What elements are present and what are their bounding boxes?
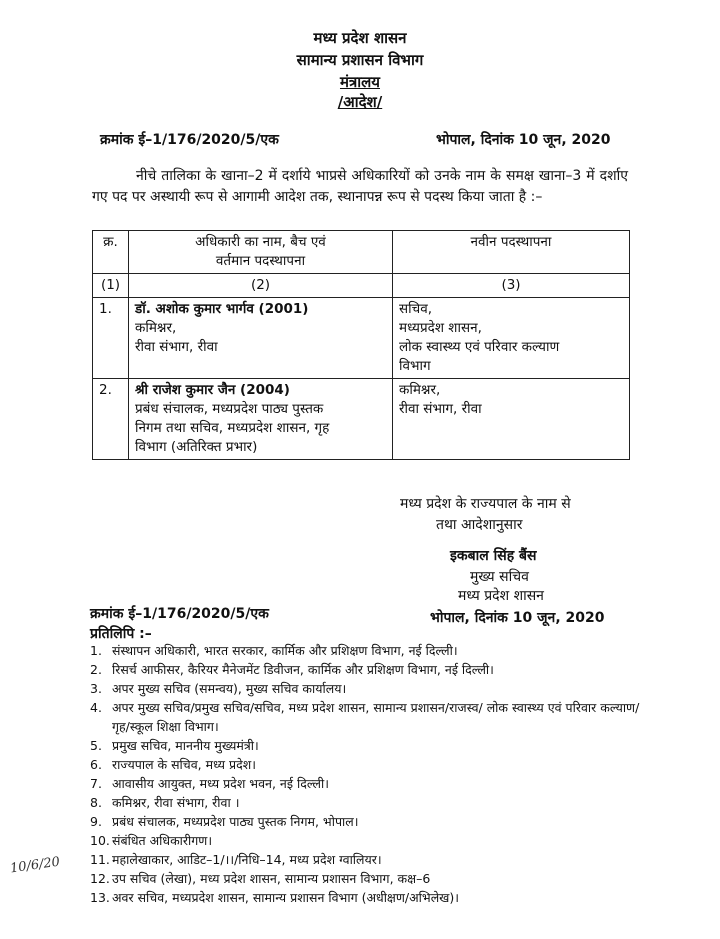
order-place-date: भोपाल, दिनांक 10 जून, 2020 xyxy=(436,132,611,148)
officer-name: श्री राजेश कुमार जैन (2004) xyxy=(135,382,290,398)
copy-place-date: भोपाल, दिनांक 10 जून, 2020 xyxy=(430,610,605,626)
list-item: 13. अवर सचिव, मध्यप्रदेश शासन, सामान्य प्रशासन विभाग (अधीक्षण/अभिलेख)। xyxy=(90,890,460,905)
list-item: 3. अपर मुख्य सचिव (समन्वय), मुख्य सचिव कार्यालय। xyxy=(90,681,347,696)
authority-line-2: तथा आदेशानुसार xyxy=(436,517,523,533)
header-order: /आदेश/ xyxy=(337,93,383,111)
header-office: मंत्रालय xyxy=(339,73,380,91)
table-colnum-row: (1) (2) (3) xyxy=(93,274,630,298)
body-paragraph: नीचे तालिका के खाना–2 में दर्शाये भाप्रसे अधिकारियों को उनके नाम के समक्ष खाना–3 में दर्शाए गए पद पर अस्थायी रूप से आगामी आदेश तक, स्थानापन्न रूप से पदस्थ किया जाता है :– xyxy=(92,168,628,205)
header-new-posting: नवीन पदस्थापना xyxy=(393,231,630,274)
signatory-name: इकबाल सिंह बैंस xyxy=(450,548,537,564)
header-sno: क्र. xyxy=(93,231,129,274)
copy-label: प्रतिलिपि :– xyxy=(90,626,152,642)
copy-order-number: क्रमांक ई–1/176/2020/5/एक xyxy=(90,606,269,622)
list-item: 1. संस्थापन अधिकारी, भारत सरकार, कार्मिक और प्रशिक्षण विभाग, नई दिल्ली। xyxy=(90,643,458,658)
list-item: 7. आवासीय आयुक्त, मध्य प्रदेश भवन, नई दिल्ली। xyxy=(90,776,329,791)
list-item: 12. उप सचिव (लेखा), मध्य प्रदेश शासन, सामान्य प्रशासन विभाग, कक्ष–6 xyxy=(90,871,431,886)
list-item: 4. अपर मुख्य सचिव/प्रमुख सचिव/सचिव, मध्य प्रदेश शासन, सामान्य प्रशासन/राजस्व/ लोक स्वास्थ्य एवं परिवार कल्याण/गृह/स्कूल शिक्षा विभाग। xyxy=(90,700,640,734)
list-item: 2. रिसर्च आफीसर, कैरियर मैनेजमेंट डिवीजन, कार्मिक और प्रशिक्षण विभाग, नई दिल्ली। xyxy=(90,662,494,677)
order-number: क्रमांक ई–1/176/2020/5/एक xyxy=(100,132,279,148)
header-department: सामान्य प्रशासन विभाग xyxy=(296,51,424,69)
list-item: 8. कमिश्नर, रीवा संभाग, रीवा । xyxy=(90,795,240,810)
list-item: 10. संबंधित अधिकारीगण। xyxy=(90,833,213,848)
copy-list xyxy=(90,641,650,907)
header-govt: मध्य प्रदेश शासन xyxy=(313,29,407,47)
table-header-row xyxy=(93,231,630,274)
list-item: 9. प्रबंध संचालक, मध्यप्रदेश पाठ्य पुस्तक निगम, भोपाल। xyxy=(90,814,359,829)
list-item: 11. महालेखाकार, आडिट–1/।।/निधि–14, मध्य प्रदेश ग्वालियर। xyxy=(90,852,382,867)
table-row: 2. श्री राजेश कुमार जैन (2004) प्रबंध संचालक, मध्यप्रदेश पाठ्य पुस्तक निगम तथा सचिव, मध्यप्रदेश शासन, गृह विभाग (अतिरिक्त प्रभार) कमिश्नर, रीवा संभाग, रीवा xyxy=(93,379,630,460)
handwritten-note: 10/6/20 xyxy=(9,854,61,877)
officer-name: डॉ. अशोक कुमार भार्गव (2001) xyxy=(135,301,309,317)
signatory-designation: मुख्य सचिव xyxy=(470,569,529,585)
authority-line-1: मध्य प्रदेश के राज्यपाल के नाम से xyxy=(400,496,571,512)
table-row: 1. डॉ. अशोक कुमार भार्गव (2001) कमिश्नर, रीवा संभाग, रीवा सचिव, मध्यप्रदेश शासन, लोक स्वास्थ्य एवं परिवार कल्याण विभाग xyxy=(93,298,630,379)
header-name-current: अधिकारी का नाम, बैच एवं वर्तमान पदस्थापना xyxy=(129,231,393,274)
list-item: 5. प्रमुख सचिव, माननीय मुख्यमंत्री। xyxy=(90,738,259,753)
list-item: 6. राज्यपाल के सचिव, मध्य प्रदेश। xyxy=(90,757,257,772)
posting-table xyxy=(92,230,630,460)
signatory-govt: मध्य प्रदेश शासन xyxy=(458,588,544,604)
